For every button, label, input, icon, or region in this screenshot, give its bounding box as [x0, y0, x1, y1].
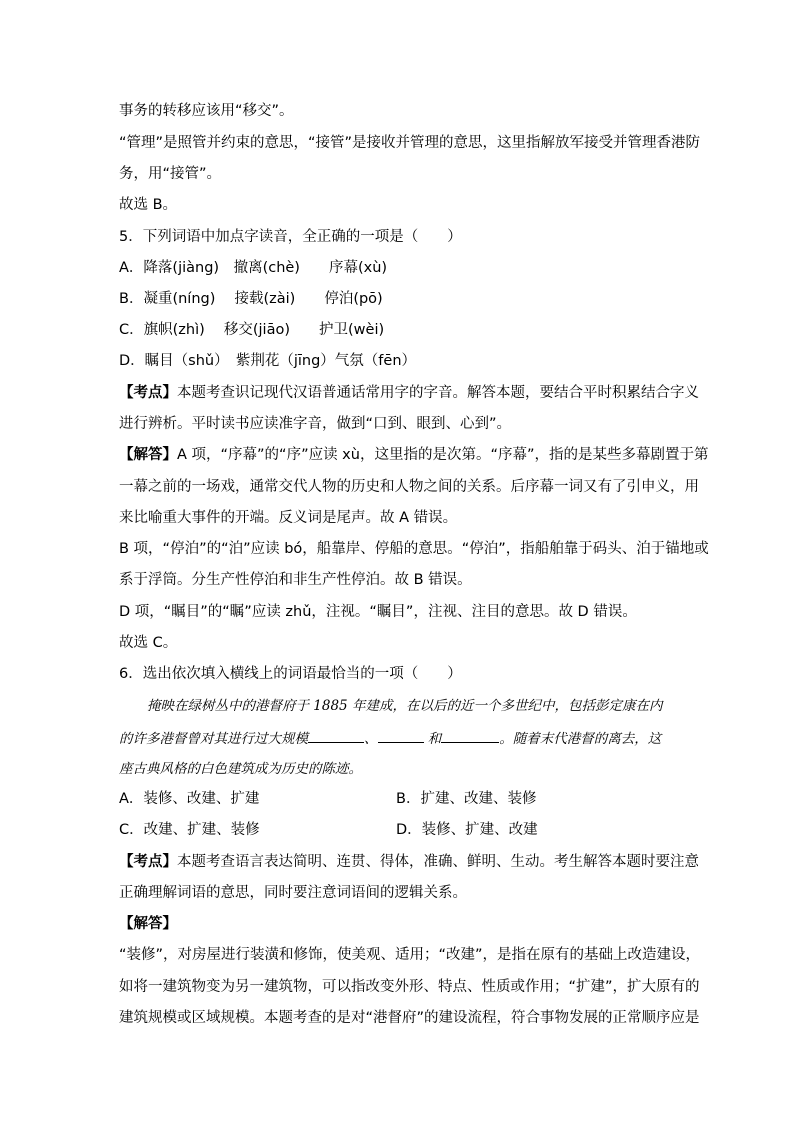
text-line: 一幕之前的一场戏，通常交代人物的历史和人物之间的关系。后序幕一词又有了引申义，用 [119, 479, 699, 495]
text-line: 来比喻重大事件的开端。反义词是尾声。故 A 错误。 [119, 510, 458, 526]
jieda-line [119, 445, 709, 465]
passage-text: 。随着末代港督的离去，这 [499, 731, 662, 747]
option-c: C．旗帜(zhì) 移交(jiāo) 护卫(wèi) [119, 322, 385, 338]
question-6: 6．选出依次填入横线上的词语最恰当的一项（ ） [119, 666, 462, 682]
passage-sep: 、 [364, 731, 378, 747]
text-line: 事务的转移应该用“移交”。 [119, 103, 294, 119]
kaodian-text: 本题考查语言表达简明、连贯、得体，准确、鲜明、生动。考生解答本题时要注意 [177, 854, 699, 870]
text-line: 故选 C。 [119, 635, 178, 651]
text-line: 务，用“接管”。 [119, 166, 222, 182]
passage-line: 掩映在绿树丛中的港督府于 1885 年建成，在以后的近一个多世纪中，包括彭定康在内 [147, 698, 663, 714]
text-line: B 项，“停泊”的“泊”应读 bó，船靠岸、停船的意思。“停泊”，指船舶靠于码头、泊于锚地或 [119, 541, 709, 557]
option-b: B．扩建、改建、装修 [396, 791, 537, 807]
option-row [119, 820, 679, 840]
text-line: 系于浮筒。分生产性停泊和非生产性停泊。故 B 错误。 [119, 572, 472, 588]
option-a: A．装修、改建、扩建 [119, 791, 260, 807]
option-c: C．改建、扩建、装修 [119, 822, 260, 838]
passage-text: 的许多港督曾对其进行过大规模 [119, 731, 308, 747]
text-line: “管理”是照管并约束的意思，“接管”是接收并管理的意思，这里指解放军接受并管理香港防 [119, 135, 701, 151]
kaodian-text: 本题考查识记现代汉语普通话常用字的字音。解答本题，要结合平时积累结合字义 [177, 385, 699, 401]
option-d: D．装修、扩建、改建 [396, 822, 538, 838]
blank-1 [308, 728, 364, 743]
text-line: 正确理解词语的意思，同时要注意词语间的逻辑关系。 [119, 885, 467, 901]
passage-line [119, 728, 679, 749]
kaodian-label: 【考点】 [119, 854, 177, 870]
kaodian-label: 【考点】 [119, 385, 177, 401]
passage-line: 座古典风格的白色建筑成为历史的陈迹。 [119, 761, 362, 777]
option-row [119, 789, 679, 809]
text-line: 如将一建筑物变为另一建筑物，可以指改变外形、特点、性质或作用；“扩建”，扩大原有的 [119, 979, 700, 995]
option-d: D．瞩目（shǔ） 紫荆花（jīng）气氛（fēn） [119, 353, 417, 369]
jieda-label: 【解答】 [119, 916, 177, 932]
text-line: 建筑规模或区域规模。本题考查的是对“港督府”的建设流程，符合事物发展的正常顺序应是 [119, 1010, 700, 1026]
jieda-label: 【解答】 [119, 447, 177, 463]
passage-sep: 和 [423, 731, 442, 747]
text-line: “装修”，对房屋进行装潢和修饰，使美观、适用；“改建”，是指在原有的基础上改造建设， [119, 947, 701, 963]
text-line: 故选 B。 [119, 197, 178, 213]
kaodian-line [119, 383, 699, 403]
kaodian-line [119, 852, 699, 872]
option-a: A．降落(jiàng) 撤离(chè) 序幕(xù) [119, 260, 388, 276]
jieda-text: A 项，“序幕”的“序”应读 xù，这里指的是次第。“序幕”，指的是某些多幕剧置于第 [177, 447, 709, 463]
blank-2 [378, 728, 424, 743]
text-line: D 项，“瞩目”的“瞩”应读 zhǔ，注视。“瞩目”，注视、注目的意思。故 D 错误。 [119, 604, 637, 620]
question-5: 5．下列词语中加点字读音，全正确的一项是（ ） [119, 229, 462, 245]
option-b: B．凝重(níng) 接载(zài) 停泊(pō) [119, 291, 383, 307]
blank-3 [441, 728, 499, 743]
text-line: 进行辨析。平时读书应读准字音，做到“口到、眼到、心到”。 [119, 416, 512, 432]
